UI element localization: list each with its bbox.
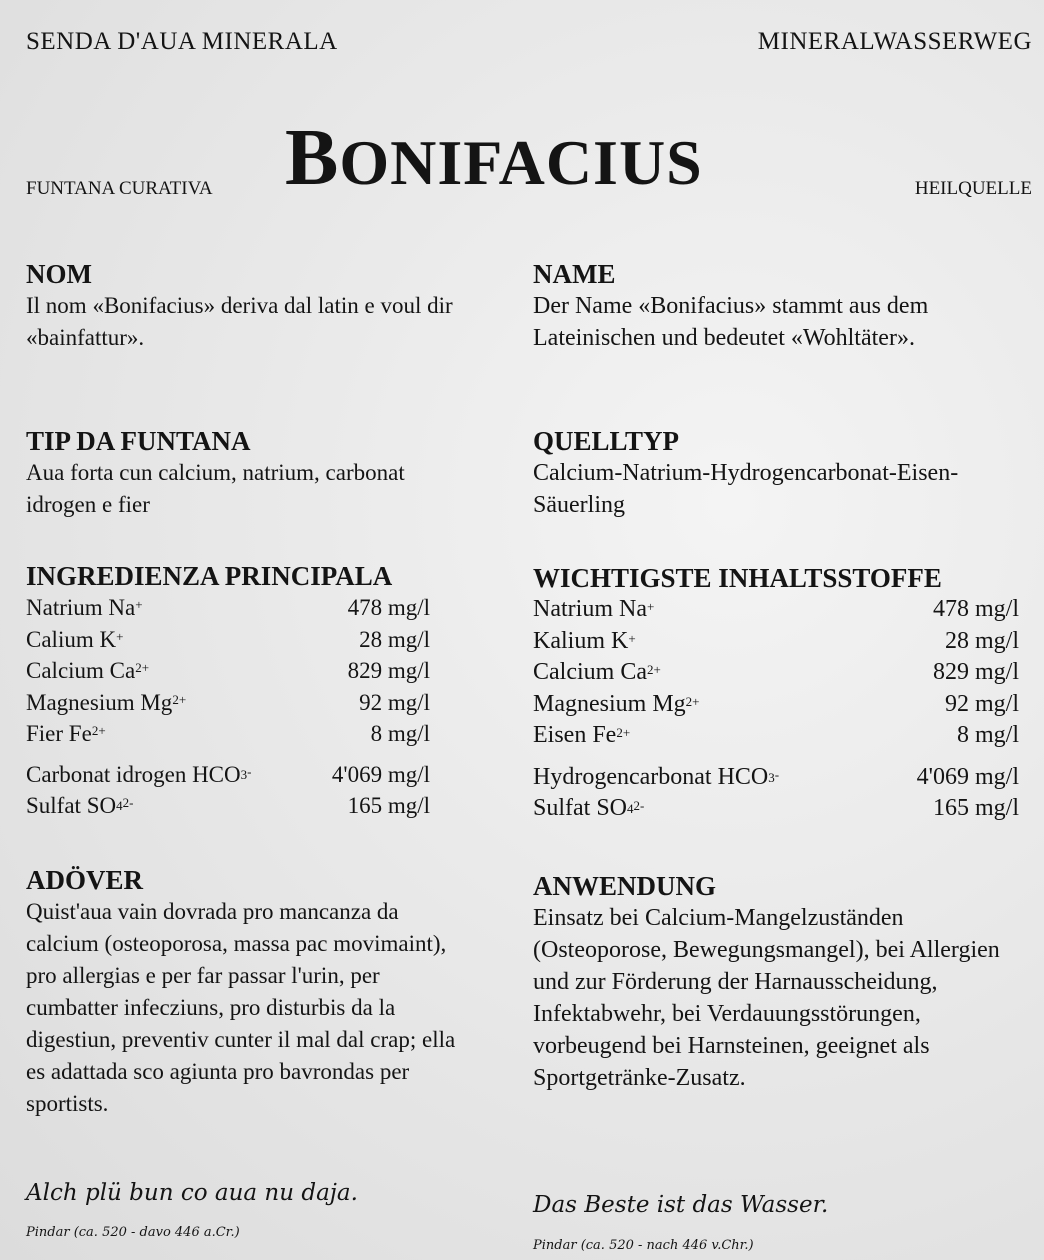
mineral-name: Carbonat idrogen HCO3- <box>26 761 252 787</box>
left-name-section <box>26 258 496 354</box>
mineral-row <box>533 626 1019 658</box>
mineral-name: Natrium Na+ <box>26 595 143 620</box>
right-type-section <box>533 425 1023 521</box>
mineral-value: 92 mg/l <box>359 689 430 715</box>
right-name-text: Der Name «Bonifacius» stammt aus dem Lateinischen und bedeutet «Wohltäter». <box>533 293 929 351</box>
mineral-row <box>533 657 1019 689</box>
mineral-value: 478 mg/l <box>932 596 1019 622</box>
right-quote-author: Pindar (ca. 520 - nach 446 v.Chr.) <box>533 1238 754 1253</box>
left-quote-author: Pindar (ca. 520 - davo 446 a.Cr.) <box>26 1225 240 1240</box>
right-name-heading: NAME <box>533 259 616 289</box>
mineral-row <box>26 687 430 719</box>
right-use-section <box>533 870 1023 1094</box>
right-minerals-list <box>533 594 1019 752</box>
left-name-heading: NOM <box>26 259 92 289</box>
mineral-value: 4'069 mg/l <box>916 763 1019 790</box>
mineral-value: 165 mg/l <box>932 795 1019 821</box>
mineral-value: 4'069 mg/l <box>331 761 430 787</box>
mineral-row <box>533 594 1019 626</box>
left-type-heading: TIP DA FUNTANA <box>26 426 251 456</box>
mineral-row <box>26 759 430 791</box>
mineral-name: Fier $Fe^{2+}$ <box>26 721 106 746</box>
mineral-value: 829 mg/l <box>347 658 430 683</box>
mineral-name: Calium K+ <box>26 626 124 652</box>
mineral-row <box>533 689 1019 721</box>
left-quote: Alch plü bun co aua nu daja. <box>26 1180 358 1206</box>
mineral-name: Calcium $Ca^{2+}$ <box>533 659 661 685</box>
right-name-section <box>533 258 1023 354</box>
mineral-name: Magnesium $Mg^{2+}$ <box>26 689 187 715</box>
left-ingredients-section <box>26 560 430 822</box>
right-type-heading: QUELLTYP <box>533 426 680 456</box>
left-minerals-list-2 <box>26 759 430 822</box>
right-minerals-list-2 <box>533 762 1019 825</box>
right-ingredients-section <box>533 562 1019 825</box>
right-use-heading: ANWENDUNG <box>533 871 717 901</box>
mineral-row <box>533 762 1019 794</box>
mineral-row <box>26 592 430 624</box>
mineral-name: Sulfat $SO4^{2-}$ <box>533 795 645 821</box>
mineral-row <box>533 793 1019 825</box>
mineral-name: Eisen $Fe^{2+}$ <box>533 722 631 748</box>
mineral-value: 92 mg/l <box>944 690 1019 717</box>
mineral-name: Magnesium $Mg^{2+}$ <box>533 690 700 717</box>
left-use-section <box>26 864 496 1120</box>
mineral-row <box>26 790 430 822</box>
mineral-value: 28 mg/l <box>359 626 430 652</box>
right-ingredients-heading: WICHTIGSTE INHALTSSTOFFE <box>533 563 942 593</box>
left-type-text: Aua forta cun calcium, natrium, carbonat idrogen e fier <box>26 460 405 517</box>
mineral-name: Kalium K+ <box>533 627 636 654</box>
right-use-text: Einsatz bei Calcium-Mangelzuständen (Osteoporose, Bewegungsmangel), bei Allergien und zur Förderung der Harnausscheidung, Infektabwehr, bei Verdauungsstörungen, vorbeugend bei Harnsteinen, geeignet als Sportgetränke-Zusatz. <box>533 905 1000 1091</box>
page-title: BONIFACIUS <box>285 114 703 202</box>
mineral-row <box>26 718 430 750</box>
mineral-row <box>26 624 430 656</box>
mineral-name: Hydrogencarbonat HCO3- <box>533 763 780 790</box>
left-ingredients-heading: INGREDIENZA PRINCIPALA <box>26 561 393 591</box>
subtitle-right: HEILQUELLE <box>914 178 1032 199</box>
left-use-heading: ADÖVER <box>26 865 144 895</box>
mineral-name: Calcium $Ca^{2+}$ <box>26 658 150 683</box>
mineral-row <box>533 720 1019 752</box>
mineral-value: 8 mg/l <box>370 721 430 746</box>
mineral-value: 8 mg/l <box>956 722 1019 748</box>
header-left-title: SENDA D'AUA MINERALA <box>26 28 338 55</box>
subtitle-left: FUNTANA CURATIVA <box>26 178 213 199</box>
left-type-section <box>26 425 496 521</box>
left-use-text: Quist'aua vain dovrada pro mancanza da calcium (osteoporosa, massa pac movimaint), pro allergias e per far passar l'urin, per cumbatter infecziuns, pro disturbis da la digestiun, preventiv cunter il mal dal crap; ella es adattada sco agiunta pro bavrondas per sportists. <box>26 899 456 1116</box>
mineral-name: Natrium Na+ <box>533 596 655 622</box>
mineral-value: 478 mg/l <box>347 595 430 620</box>
left-name-text: Il nom «Bonifacius» deriva dal latin e voul dir «bainfattur». <box>26 293 453 350</box>
mineral-row <box>26 655 430 687</box>
header-right-title: MINERALWASSERWEG <box>757 28 1032 55</box>
mineral-value: 165 mg/l <box>347 793 430 818</box>
mineral-value: 829 mg/l <box>932 659 1019 685</box>
mineral-value: 28 mg/l <box>944 627 1019 654</box>
mineral-name: Sulfat $SO4^{2-}$ <box>26 793 134 818</box>
left-minerals-list <box>26 592 430 750</box>
right-quote: Das Beste ist das Wasser. <box>533 1192 829 1218</box>
right-type-text: Calcium-Natrium-Hydrogencarbonat-Eisen-Säuerling <box>533 460 959 518</box>
